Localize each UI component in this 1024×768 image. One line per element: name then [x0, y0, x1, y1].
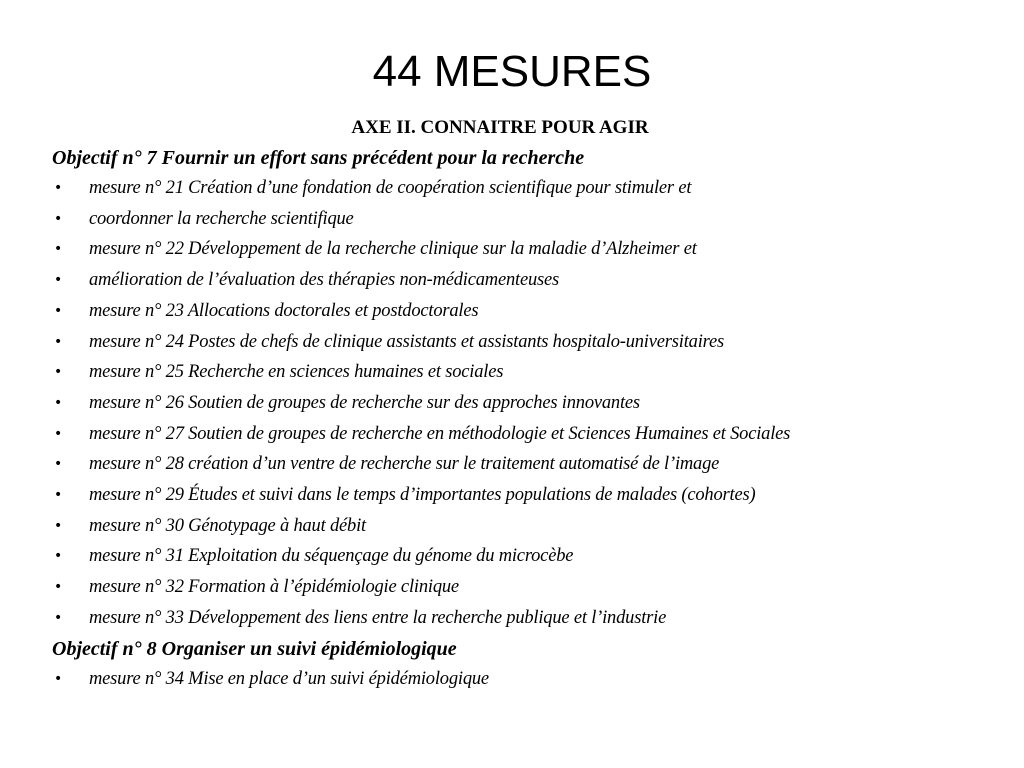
- list-item: [52, 449, 1012, 480]
- bullet-icon: •: [54, 670, 63, 687]
- measure-text: mesure n° 33 Développement des liens entre la recherche publique et l’industrie: [89, 607, 667, 628]
- measure-text: mesure n° 25 Recherche en sciences humaines et sociales: [89, 362, 504, 383]
- measure-text: mesure n° 28 création d’un ventre de recherche sur le traitement automatisé de l’image: [89, 454, 720, 475]
- measure-text: mesure n° 22 Développement de la recherche clinique sur la maladie d’Alzheimer et: [89, 239, 697, 260]
- bullet-icon: •: [54, 241, 63, 258]
- measure-text: mesure n° 23 Allocations doctorales et postdoctorales: [89, 300, 479, 321]
- bullet-icon: •: [54, 609, 63, 626]
- list-item: [52, 357, 1012, 388]
- measure-text: mesure n° 31 Exploitation du séquençage du génome du microcèbe: [89, 546, 574, 567]
- bullet-icon: •: [54, 272, 63, 289]
- measure-list: [52, 173, 1012, 634]
- bullet-icon: •: [54, 333, 63, 350]
- bullet-icon: •: [54, 364, 63, 381]
- measure-text: mesure n° 21 Création d’une fondation de coopération scientifique pour stimuler et: [89, 178, 692, 198]
- measure-text: mesure n° 24 Postes de chefs de clinique assistants et assistants hospitalo-universitaires: [89, 331, 724, 352]
- list-item: [52, 664, 1012, 695]
- list-item: [52, 603, 1012, 634]
- list-item: [52, 480, 1012, 511]
- objective-heading: Objectif n° 7 Fournir un effort sans précédent pour la recherche: [52, 147, 585, 169]
- list-item: [52, 265, 1012, 296]
- bullet-icon: •: [54, 180, 63, 196]
- list-item: [52, 572, 1012, 603]
- measure-text: mesure n° 30 Génotypage à haut débit: [89, 515, 366, 536]
- list-item: [52, 234, 1012, 265]
- bullet-icon: •: [54, 302, 63, 319]
- bullet-icon: •: [54, 487, 63, 504]
- list-item: [52, 173, 1012, 204]
- objective-heading: Objectif n° 8 Organiser un suivi épidémiologique: [52, 637, 457, 660]
- measure-text: amélioration de l’évaluation des thérapies non-médicamenteuses: [89, 270, 560, 291]
- measure-list: [52, 664, 1012, 695]
- bullet-icon: •: [54, 579, 63, 596]
- bullet-icon: •: [54, 394, 63, 411]
- bullet-icon: •: [54, 456, 63, 473]
- slide-title: 44 MESURES: [372, 47, 652, 96]
- list-item: [52, 511, 1012, 542]
- measure-text: mesure n° 34 Mise en place d’un suivi épidémiologique: [89, 668, 489, 689]
- measure-text: mesure n° 32 Formation à l’épidémiologie clinique: [89, 577, 459, 598]
- list-item: [52, 541, 1012, 572]
- measure-text: coordonner la recherche scientifique: [89, 208, 354, 229]
- measure-text: mesure n° 26 Soutien de groupes de recherche sur des approches innovantes: [89, 392, 640, 413]
- bullet-icon: •: [54, 425, 63, 442]
- bullet-icon: •: [54, 548, 63, 565]
- slide-content: [52, 113, 1012, 694]
- list-item: [52, 204, 1012, 235]
- list-item: [52, 388, 1012, 419]
- measure-text: mesure n° 27 Soutien de groupes de recherche en méthodologie et Sciences Humaines et Sociales: [89, 423, 791, 444]
- list-item: [52, 296, 1012, 327]
- measure-text: mesure n° 29 Études et suivi dans le temps d’importantes populations de malades (cohortes): [89, 485, 756, 506]
- bullet-icon: •: [54, 210, 63, 227]
- list-item: [52, 419, 1012, 450]
- bullet-icon: •: [54, 517, 63, 534]
- axe-heading: AXE II. CONNAITRE POUR AGIR: [351, 117, 649, 138]
- list-item: [52, 327, 1012, 358]
